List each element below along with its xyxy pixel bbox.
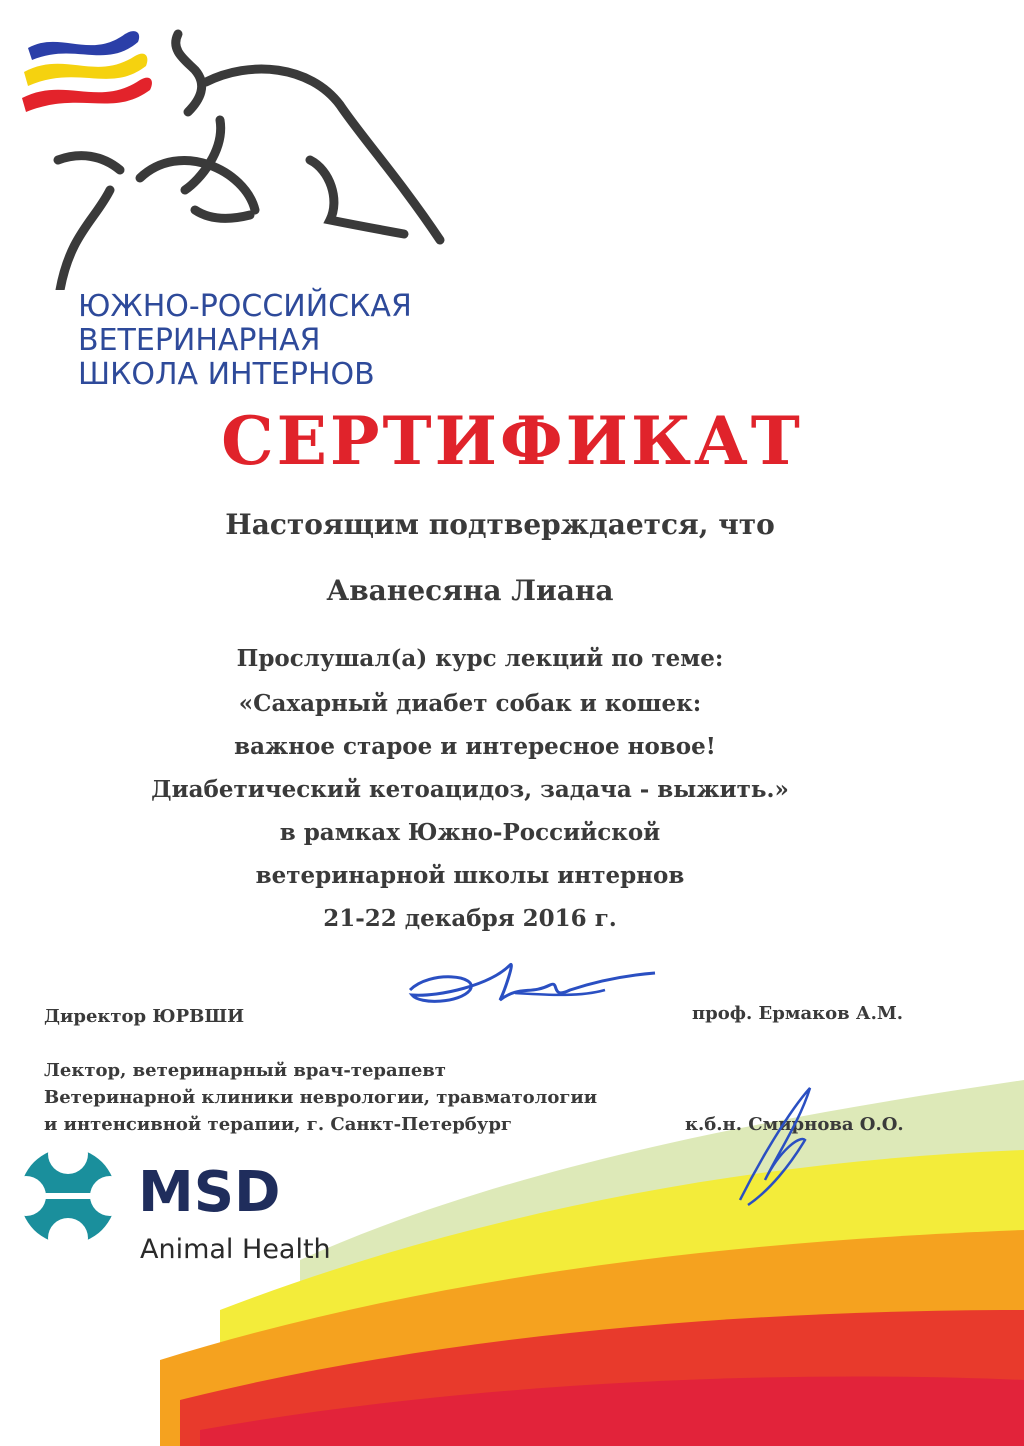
director-name: проф. Ермаков А.М. — [692, 1003, 904, 1024]
lecturer-role-line2: Ветеринарной клиники неврологии, травматологии — [44, 1087, 598, 1108]
topic-line2: важное старое и интересное новое! — [234, 733, 716, 760]
director-role: Директор ЮРВШИ — [44, 1006, 245, 1027]
topic-line1: «Сахарный диабет собак и кошек: — [238, 690, 702, 717]
msd-brand: MSD — [138, 1160, 281, 1225]
certificate-date: 21-22 декабря 2016 г. — [323, 905, 617, 932]
flag-stripes-icon — [22, 31, 152, 112]
recipient-name: Аванесяна Лиана — [326, 574, 614, 607]
school-name-line2: ВЕТЕРИНАРНАЯ — [78, 323, 321, 358]
lecturer-signature — [720, 1080, 830, 1210]
msd-animal-health-logo — [18, 1146, 358, 1276]
msd-emblem-icon — [18, 1146, 118, 1246]
lecturer-role-line3: и интенсивной терапии, г. Санкт-Петербург — [44, 1114, 512, 1135]
course-intro: Прослушал(а) курс лекций по теме: — [236, 645, 724, 672]
director-signature — [400, 945, 670, 1025]
msd-subtitle: Animal Health — [140, 1234, 331, 1265]
lecturer-role-line1: Лектор, ветеринарный врач-терапевт — [44, 1060, 446, 1081]
topic-line3: Диабетический кетоацидоз, задача - выжить.» — [151, 776, 789, 803]
lecturer-name: к.б.н. Смирнова О.О. — [685, 1114, 904, 1135]
certificate-title: СЕРТИФИКАТ — [221, 402, 803, 480]
frame-line1: в рамках Южно-Российской — [279, 819, 661, 846]
frame-line2: ветеринарной школы интернов — [255, 862, 685, 889]
school-logo — [10, 20, 460, 290]
confirm-line: Настоящим подтверждается, что — [225, 508, 775, 541]
school-name-line3: ШКОЛА ИНТЕРНОВ — [78, 357, 375, 392]
school-name-line1: ЮЖНО-РОССИЙСКАЯ — [78, 289, 412, 324]
